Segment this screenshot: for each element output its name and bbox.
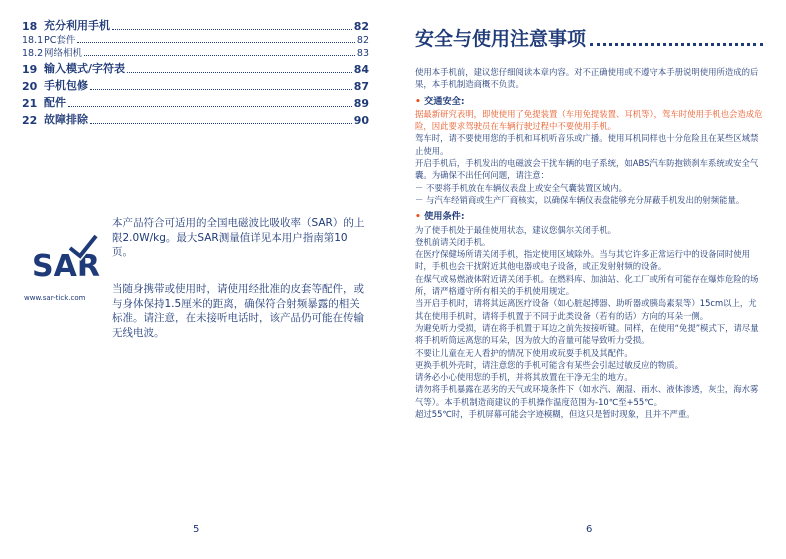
page-number: 6 <box>586 524 593 535</box>
toc-entry[interactable] <box>22 59 369 76</box>
toc-number: 18.1 <box>22 35 44 46</box>
toc-number: 21 <box>22 97 38 110</box>
toc-page: 89 <box>353 97 369 110</box>
sar-url: www.sar-tick.com <box>24 294 86 302</box>
toc-title: 网络相机 <box>44 48 83 59</box>
usage-list <box>415 224 765 421</box>
usage-item: 不要让儿童在无人看护的情况下使用或玩耍手机及其配件。 <box>415 347 633 358</box>
toc-leader <box>90 89 352 90</box>
page-number: 5 <box>193 524 200 535</box>
sar-logo-text: SAR <box>32 249 100 284</box>
section-usage-title: 使用条件: <box>424 211 465 223</box>
usage-item: 超过55℃时，手机屏幕可能会字迹模糊，但这只是暂时现象，且并不严重。 <box>415 409 695 420</box>
toc-number: 20 <box>22 80 38 93</box>
page-heading <box>415 24 765 51</box>
toc-title: 输入模式/字符表 <box>44 62 126 75</box>
toc-leader <box>68 106 352 107</box>
toc-leader <box>90 123 352 124</box>
toc-number: 18 <box>22 20 38 33</box>
toc-leader <box>84 55 355 56</box>
usage-item: 请勿将手机暴露在恶劣的天气或环境条件下（如水汽、潮湿、雨水、液体渗透，灰尘，海水雾气等）。本手机制造商建议的手机操作温度范围为-10℃至+55℃。 <box>415 384 759 407</box>
toc-entry[interactable] <box>22 46 369 59</box>
toc-title: 充分利用手机 <box>44 19 110 32</box>
section-traffic-title: 交通安全: <box>424 95 465 107</box>
traffic-warning: 据最新研究表明，即使使用了免提装置（车用免提装置、耳机等），驾车时使用手机也会造成危险，因此要求驾驶员在车辆行驶过程中不要使用手机。 <box>415 108 763 132</box>
traffic-paragraph-3: 开启手机后，手机发出的电磁波会干扰车辆的电子系统，如ABS汽车防抱锁刹车系统或安全气囊。为确保不出任何问题，请注意： <box>415 158 759 181</box>
toc-title: 配件 <box>44 96 66 109</box>
usage-item: 在医疗保健场所请关闭手机，指定使用区域除外。当与其它许多正常运行中的设备同时使用时，手机也会干扰附近其他电器或电子设备，或正发射射频的设备。 <box>415 249 750 272</box>
toc-number: 22 <box>22 114 38 127</box>
toc-entry[interactable] <box>22 93 369 110</box>
sar-paragraph-1: 本产品符合可适用的全国电磁波比吸收率（SAR）的上限2.0W/kg。最大SAR测量值详见本用户指南第10页。 <box>112 217 365 258</box>
section-traffic <box>415 96 765 108</box>
bullet-icon: • <box>415 211 425 223</box>
toc-page: 90 <box>353 114 369 127</box>
sar-paragraph-2: 当随身携带或使用时，请使用经批准的皮套等配件，或与身体保持1.5厘米的距离，确保符合射频暴露的相关标准。请注意，在未接听电话时，该产品仍可能在传输无线电波。 <box>112 283 364 339</box>
toc-number: 19 <box>22 63 38 76</box>
table-of-contents <box>22 16 369 127</box>
toc-entry[interactable] <box>22 16 369 33</box>
section-usage <box>415 211 765 223</box>
usage-item: 更换手机外壳时，请注意您的手机可能含有某些会引起过敏反应的物质。 <box>415 359 683 370</box>
usage-item: 为了使手机处于最佳使用状态，建议您偶尔关闭手机。 <box>415 224 616 235</box>
intro-paragraph: 使用本手机前，建议您仔细阅读本章内容。对不正确使用或不遵守本手册说明使用所造成的后果，本手机制造商概不负责。 <box>415 67 759 90</box>
toc-page: 82 <box>353 20 369 33</box>
usage-item: 为避免听力受损，请在将手机置于耳边之前先按接听键。同样，在使用“免提”模式下，请尽量将手机听筒远离您的耳朵，因为放大的音量可能导致听力受损。 <box>415 322 759 346</box>
toc-page: 87 <box>353 80 369 93</box>
toc-number: 18.2 <box>22 48 44 59</box>
toc-page: 82 <box>356 35 369 46</box>
toc-entry[interactable] <box>22 110 369 127</box>
right-page <box>393 0 786 559</box>
toc-leader <box>112 29 352 30</box>
heading-text: 安全与使用注意事项 <box>415 28 587 50</box>
toc-page: 84 <box>353 63 369 76</box>
toc-page: 83 <box>356 48 369 59</box>
toc-title: PC套件 <box>44 35 76 46</box>
traffic-dash-1: － 不要将手机放在车辆仪表盘上或安全气囊装置区域内。 <box>415 182 628 193</box>
usage-item: 登机前请关闭手机。 <box>415 236 491 247</box>
toc-entry[interactable] <box>22 76 369 93</box>
bullet-icon: • <box>415 95 425 107</box>
sar-logo <box>30 232 100 292</box>
traffic-dash-2: － 与汽车经销商或生产厂商核实，以确保车辆仪表盘能够充分屏蔽手机发出的射频能量。 <box>415 194 745 205</box>
usage-item: 在煤气或易燃液体附近请关闭手机。在燃料库、加油站、化工厂或所有可能存在爆炸危险的场所，请严格遵守所有相关的手机使用规定。 <box>415 273 759 297</box>
traffic-paragraph-2: 驾车时，请不要使用您的手机和耳机听音乐或广播。使用耳机同样也十分危险且在某些区域禁止使用。 <box>415 133 759 156</box>
heading-dots <box>590 43 763 46</box>
toc-title: 手机包修 <box>44 79 88 92</box>
usage-item: 当开启手机时，请将其远离医疗设备（如心脏起搏器、助听器或胰岛素泵等）15cm以上，尤其在使用手机时，请将手机置于不同于此类设备（若有的话）方向的耳朵一侧。 <box>415 298 757 321</box>
toc-leader <box>127 72 352 73</box>
toc-title: 故障排除 <box>44 113 88 126</box>
toc-leader <box>77 42 355 43</box>
body-text <box>415 66 765 420</box>
usage-item: 请务必小心使用您的手机，并将其放置在干净无尘的地方。 <box>415 372 633 383</box>
